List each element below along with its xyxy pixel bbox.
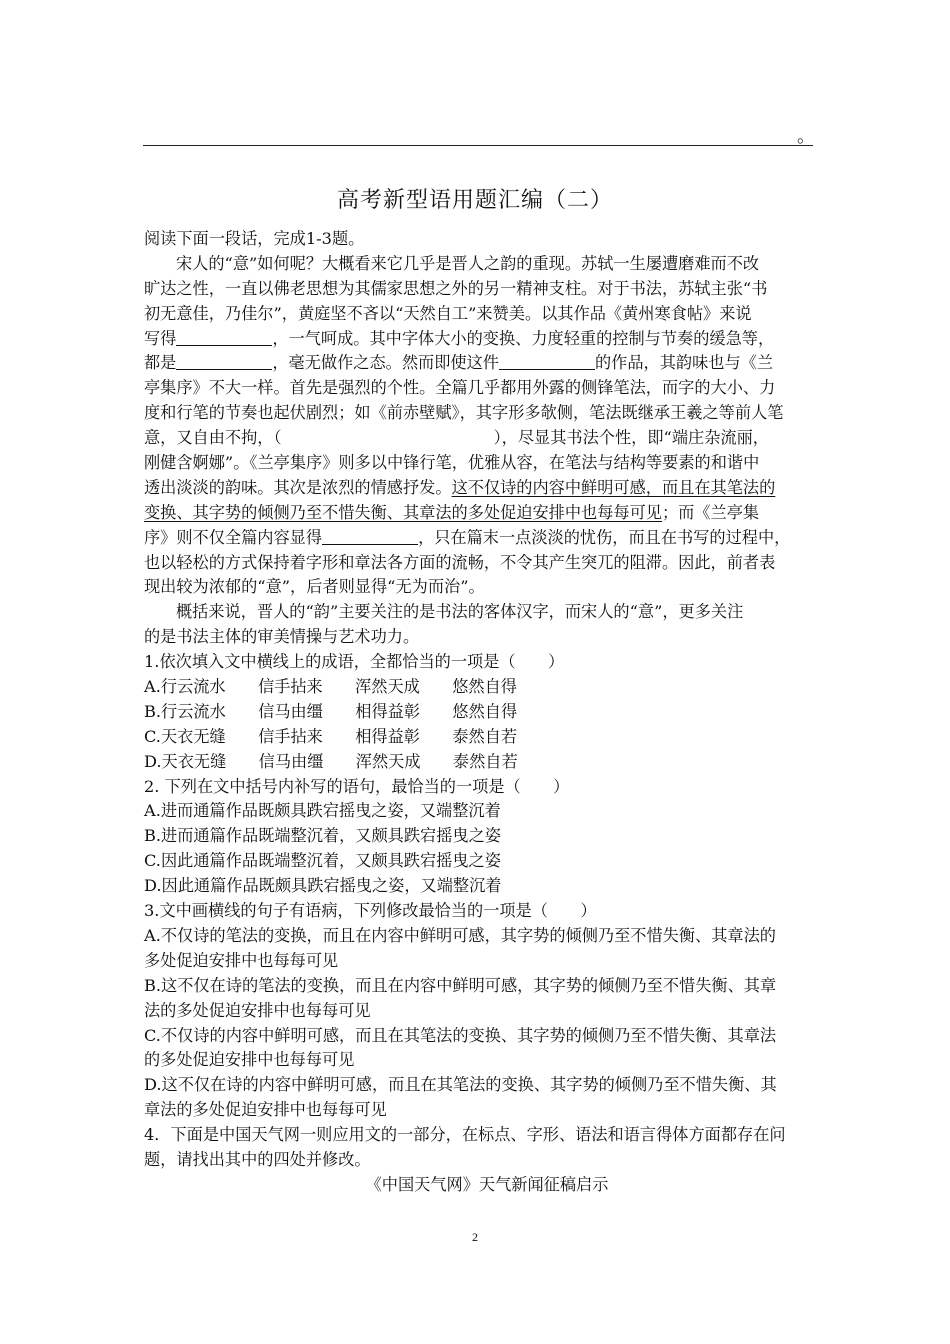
option-b: B.行云流水 信马由缰 相得益彰 悠然自得 — [144, 701, 518, 721]
option-a: A.不仅诗的笔法的变换，而且在内容中鲜明可感，其字势的倾侧乃至不惜失衡、其章法的 — [144, 925, 776, 945]
underlined-sentence: 变换、其字势的倾侧乃至不惜失衡、其章法的多处促迫安排中也每每可见 — [144, 502, 662, 522]
question-stem: 2. 下列在文中括号内补写的语句，最恰当的一项是（ ） — [144, 776, 570, 796]
option-d-cont: 章法的多处促迫安排中也每每可见 — [144, 1100, 387, 1120]
document-body — [144, 227, 816, 1198]
option-b: B.这不仅在诗的笔法的变换，而且在内容中鲜明可感，其字势的倾侧乃至不惜失衡、其章 — [144, 975, 777, 995]
question-4 — [144, 1123, 816, 1198]
fill-blank-3 — [499, 353, 595, 370]
fill-blank-4 — [322, 528, 418, 545]
option-b: B.进而通篇作品既端整沉着，又颇具跌宕摇曳之姿 — [144, 826, 501, 846]
passage-line: 度和行笔的节奏也起伏剧烈；如《前赤壁赋》，其字形多欹侧，笔法既继承王羲之等前人笔 — [144, 403, 784, 423]
option-d: D.因此通篇作品既颇具跌宕摇曳之姿，又端整沉着 — [144, 876, 502, 896]
header-mark: 。 — [797, 126, 815, 147]
reading-instruction: 阅读下面一段话，完成1-3题。 — [144, 229, 365, 248]
option-b-cont: 法的多处促迫安排中也每每可见 — [144, 1000, 371, 1020]
passage-line: 旷达之性，一直以佛老思想为其儒家思想之外的另一精神支柱。对于书法，苏轼主张“书 — [144, 278, 768, 298]
passage — [144, 252, 816, 650]
page-number: 2 — [472, 1230, 478, 1244]
question-2 — [144, 775, 816, 899]
question-stem-cont: 题，请找出其中的四处并修改。 — [144, 1149, 371, 1169]
question-stem: 4．下面是中国天气网一则应用文的一部分，在标点、字形、语法和语言得体方面都存在问 — [144, 1125, 786, 1145]
option-c: C.天衣无缝 信手拈来 相得益彰 泰然自若 — [144, 726, 518, 746]
passage-line: 意，又自由不拘，（ ），尽显其书法个性，即“端庄杂流丽， — [144, 428, 769, 448]
passage-line: 写得 ，一气呵成。其中字体大小的变换、力度轻重的控制与节奏的缓急等， — [144, 328, 775, 348]
option-c: C.不仅诗的内容中鲜明可感，而且在其笔法的变换、其字势的倾侧乃至不惜失衡、其章法 — [144, 1025, 777, 1045]
passage-line: 初无意佳，乃佳尔”，黄庭坚不吝以“天然自工”来赞美。以其作品《黄州寒食帖》来说 — [144, 303, 752, 323]
option-a-cont: 多处促迫安排中也每每可见 — [144, 950, 339, 970]
passage-line: 刚健含婀娜”。《兰亭集序》则多以中锋行笔，优雅从容，在笔法与结构等要素的和谐中 — [144, 453, 760, 473]
passage-line: 变换、其字势的倾侧乃至不惜失衡、其章法的多处促迫安排中也每每可见；而《兰亭集 — [144, 502, 760, 522]
question-stem: 1.依次填入文中横线上的成语，全都恰当的一项是（ ） — [144, 652, 565, 672]
passage-line: 也以轻松的方式保持着字形和章法各方面的流畅，不令其产生突兀的阻滞。因此，前者表 — [144, 552, 776, 572]
header-rule — [143, 145, 813, 146]
page-title: 高考新型语用题汇编（二） — [336, 188, 613, 213]
fill-blank-1 — [176, 329, 272, 346]
option-d: D.这不仅在诗的内容中鲜明可感，而且在其笔法的变换、其字势的倾侧乃至不惜失衡、其 — [144, 1075, 777, 1095]
passage-line: 亭集序》不大一样。首先是强烈的个性。全篇几乎都用外露的侧锋笔法，而字的大小、力 — [144, 378, 776, 398]
underlined-sentence: 这不仅诗的内容中鲜明可感，而且在其笔法的 — [451, 477, 776, 497]
option-d: D.天衣无缝 信马由缰 浑然天成 泰然自若 — [144, 751, 518, 771]
option-a: A.进而通篇作品既颇具跌宕摇曳之姿，又端整沉着 — [144, 801, 501, 821]
passage-line: 透出淡淡的韵味。其次是浓烈的情感抒发。这不仅诗的内容中鲜明可感，而且在其笔法的 — [144, 477, 776, 497]
option-c: C.因此通篇作品既端整沉着，又颇具跌宕摇曳之姿 — [144, 851, 501, 871]
passage-line: 都是 ，毫无做作之态。然而即使这件 的作品，其韵味也与《兰 — [144, 353, 774, 373]
question-3 — [144, 899, 816, 1123]
notice-title: 《中国天气网》天气新闻征稿启示 — [365, 1174, 609, 1194]
passage-line: 的是书法主体的审美情操与艺术功力。 — [144, 627, 420, 647]
passage-line: 宋人的“意”如何呢？大概看来它几乎是晋人之韵的重现。苏轼一生屡遭磨难而不改 — [176, 253, 760, 273]
passage-line: 序》则不仅全篇内容显得 ，只在篇末一点淡淡的忧伤，而且在书写的过程中， — [144, 527, 791, 547]
option-c-cont: 的多处促迫安排中也每每可见 — [144, 1050, 355, 1070]
option-a: A.行云流水 信手拈来 浑然天成 悠然自得 — [144, 677, 517, 697]
passage-line: 现出较为浓郁的“意”，后者则显得“无为而治”。 — [144, 577, 485, 597]
passage-line: 概括来说，晋人的“韵”主要关注的是书法的客体汉字，而宋人的“意”，更多关注 — [176, 602, 744, 622]
question-stem: 3.文中画横线的句子有语病，下列修改最恰当的一项是（ ） — [144, 901, 597, 921]
question-1 — [144, 650, 816, 774]
fill-blank-2 — [176, 353, 272, 370]
